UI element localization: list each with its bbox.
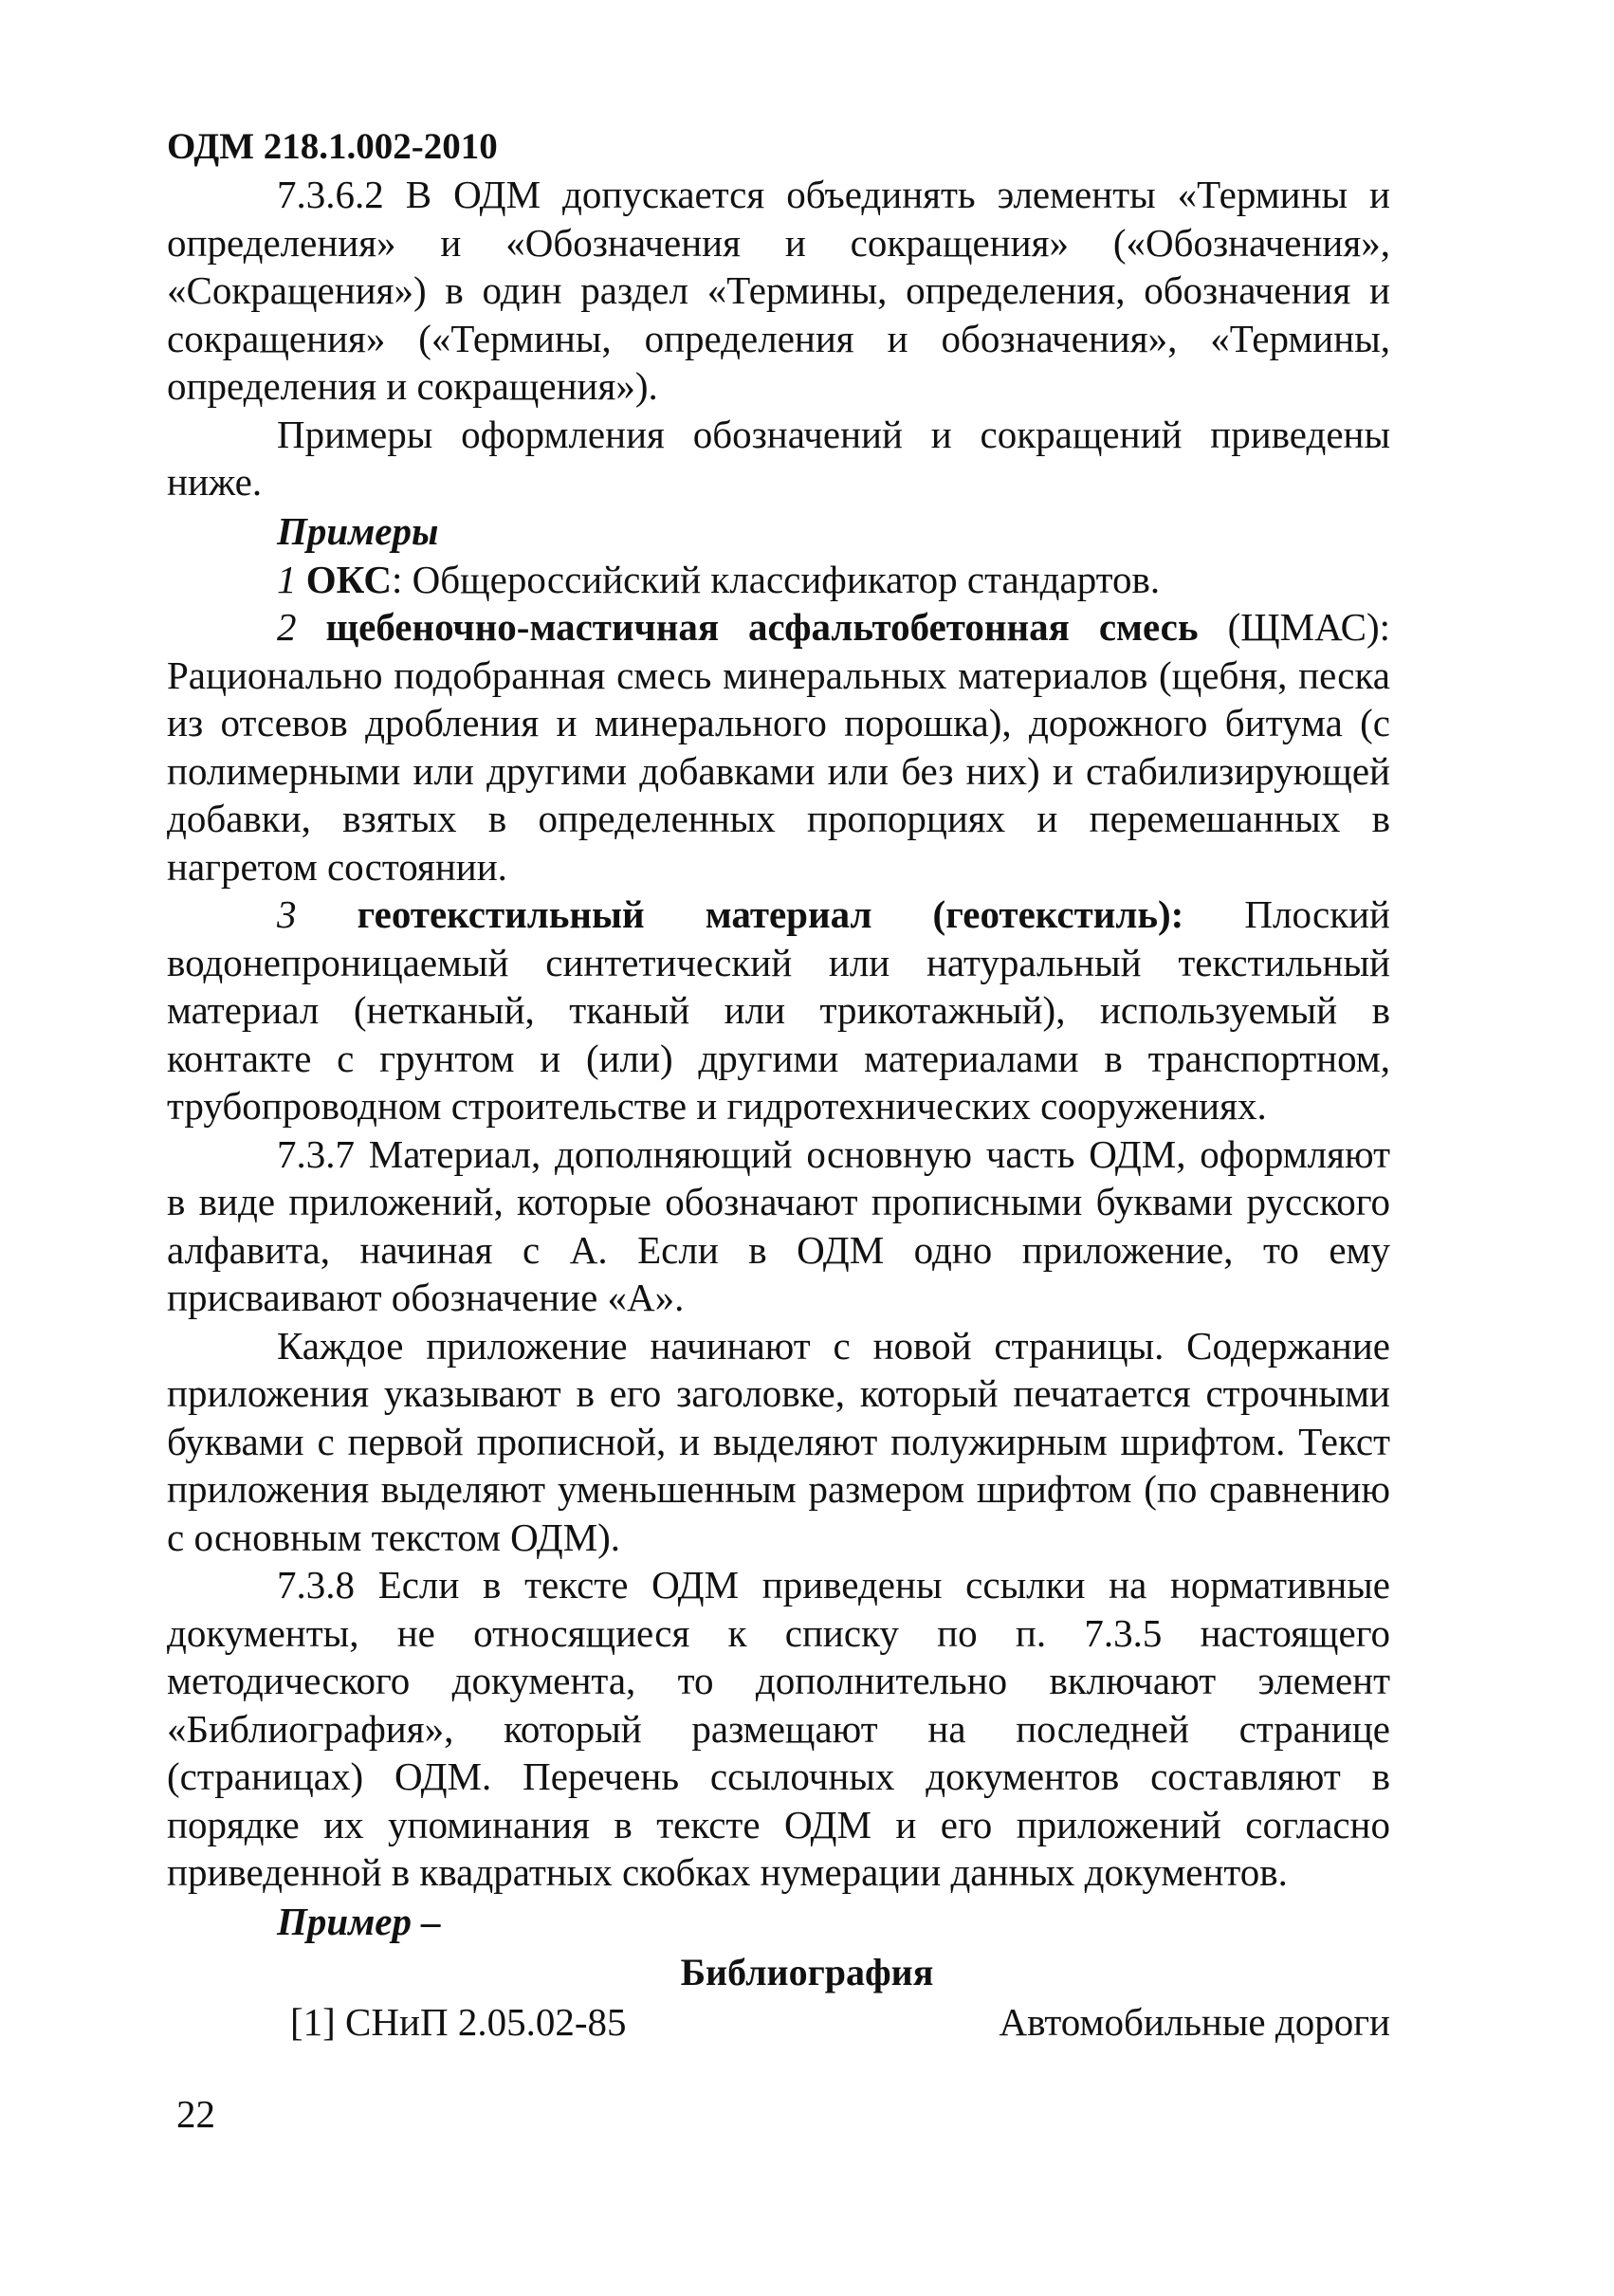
example-definition: : Общероссийский классификатор стандартов. xyxy=(391,557,1161,601)
example-term: геотекстильный материал (геотекстиль): xyxy=(357,892,1184,936)
paragraph-7-3-7: 7.3.7 Материал, дополняющий основную часть ОДМ, оформляют в виде приложений, которые обозначают прописными буквами русского алфавита, начиная с А. Если в ОДМ одно приложение, то ему присваивают обозначение «А». xyxy=(167,1131,1390,1319)
example-item-3 xyxy=(167,891,1390,1130)
example-heading: Пример – xyxy=(277,1899,441,1943)
example-definition: (ЩМАС): Рационально подобранная смесь минеральных материалов (щебня, песка из отсевов дробления и минерального порошка), дорожного битума (с полимерными или другими добавками или без них) и стабилизирующей добавки, взятых в определенных пропорциях и перемешанных в нагретом состоянии. xyxy=(167,605,1390,889)
example-number: 3 xyxy=(277,892,297,936)
document-page xyxy=(167,123,1390,2047)
page-number: 22 xyxy=(176,2092,215,2136)
example-number: 1 xyxy=(277,557,297,601)
bibliography-entry-ref: [1] СНиП 2.05.02-85 xyxy=(290,1999,627,2044)
examples-heading: Примеры xyxy=(277,508,439,553)
example-number: 2 xyxy=(277,605,297,649)
bibliography-entry xyxy=(167,1997,1390,2047)
example-definition: Плоский водонепроницаемый синтетический или натуральный текстильный материал (нетканый, тканый или трикотажный), используемый в контакте с грунтом и (или) другими материалами в транспортном, трубопроводном строительстве и гидротехнических сооружениях. xyxy=(167,892,1390,1128)
paragraph-examples-intro: Примеры оформления обозначений и сокращений приведены ниже. xyxy=(167,412,1390,504)
paragraph-7-3-6-2: 7.3.6.2 В ОДМ допускается объединять элементы «Термины и определения» и «Обозначения и сокращения» («Обозначения», «Сокращения») в один раздел «Термины, определения, обозначения и сокращения» («Термины, определения и обозначения», «Термины, определения и сокращения»). xyxy=(167,173,1390,408)
example-term: ОКС xyxy=(305,557,392,601)
example-item-2 xyxy=(167,603,1390,891)
example-item-1 xyxy=(167,556,1390,604)
paragraph-7-3-8: 7.3.8 Если в тексте ОДМ приведены ссылки на нормативные документы, не относящиеся к списку по п. 7.3.5 настоящего методического документа, то дополнительно включают элемент «Библиография», который размещают на последней странице (страницах) ОДМ. Перечень ссылочных документов составляют в порядке их упоминания в тексте ОДМ и его приложений согласно приведенной в квадратных скобках нумерации данных документов. xyxy=(167,1563,1390,1894)
document-code-header: ОДМ 218.1.002-2010 xyxy=(167,126,498,167)
example-term: щебеночно-мастичная асфальтобетонная смесь xyxy=(325,605,1199,649)
bibliography-entry-title: Автомобильные дороги xyxy=(999,1999,1390,2044)
bibliography-title: Библиография xyxy=(680,1950,934,1993)
paragraph-appendix-rules: Каждое приложение начинают с новой страницы. Содержание приложения указывают в его заголовке, который печатается строчными буквами с первой прописной, и выделяют полужирным шрифтом. Текст приложения выделяют уменьшенным размером шрифтом (по сравнению с основным текстом ОДМ). xyxy=(167,1323,1390,1559)
